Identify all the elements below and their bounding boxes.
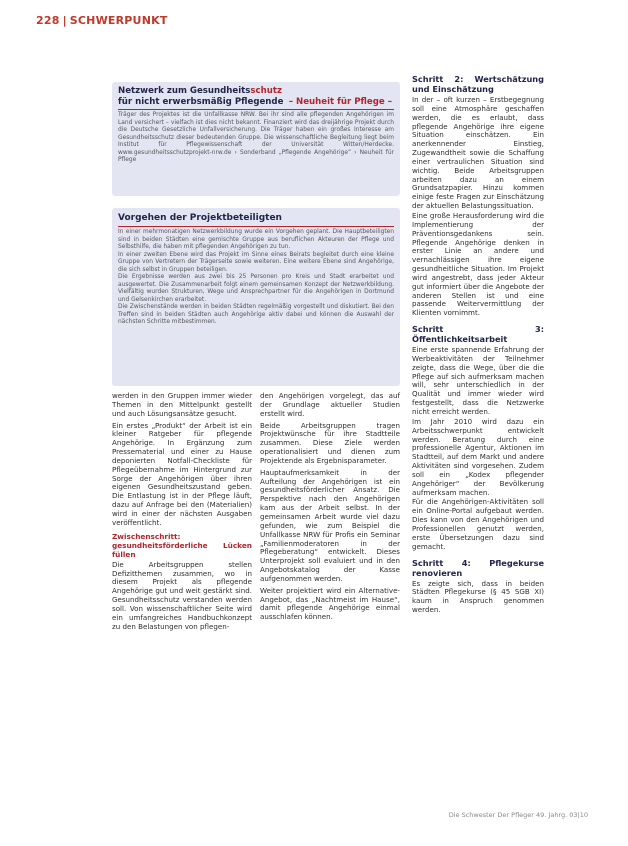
title-part-b: schutz bbox=[250, 86, 282, 96]
paragraph: Die Arbeitsgruppen stellen Defizitthemen zusammen, wo in diesem Projekt als pflegende Angehörige gut und weit gestärkt sind. Gesundheitsschutz verstanden werden soll. Von wissenschaftlicher Seite wird ein umfangreiches Handbuchkonzept zu den Belastungen von pflegen- bbox=[112, 559, 252, 631]
procedure-paragraph-4: Die Zwischenstände werden in beiden Städten regelmäßig vorgestellt und diskutiert. Bei den Treffen sind in beiden Städten auch Angehörige aktiv dabei und können die Auswahl der nächsten Schritte mitbestimmen. bbox=[118, 304, 394, 325]
info-box-network-title bbox=[118, 86, 283, 108]
procedure-paragraph-2: In einer zweiten Ebene wird das Projekt im Sinne eines Beirats begleitet durch eine kleine Gruppe von Vertretern der Trägerseite sowie weiteren. Eine weitere Ebene sind Angehörige, die sich selbst in Gruppen beteiligen. bbox=[118, 251, 394, 273]
paragraph: Eine erste spannende Erfahrung der Werbeaktivitäten der Teilnehmer zeigte, dass die Wege, über die die Pflege auf sich aufmerksam machen will, sehr unterschiedlich in der Qualität und immer wieder wird festgestellt, dass die Netzwerke nicht erreicht werden. bbox=[412, 345, 544, 416]
step-3-heading: Schritt 3: Öffentlichkeitsarbeit bbox=[412, 324, 544, 345]
info-box-rule bbox=[118, 226, 394, 227]
step-2-heading: Schritt 2: Wertschätzung und Einschätzung bbox=[412, 74, 544, 94]
article-column-right bbox=[412, 74, 544, 616]
procedure-paragraph-3: Die Ergebnisse werden aus zwei bis 25 Personen pro Kreis und Stadt erarbeitet und ausgewertet. Die Zusammenarbeit folgt einem gemeinsamen Konzept der Netzwerkbildung. Vielfältig wurden Strukturen, Wege und Ansprechpartner für die Angehörigen in Dortmund und Gelsenkirchen erarbeitet. bbox=[118, 274, 394, 303]
paragraph: werden in den Gruppen immer wieder Themen in den Mittelpunkt gestellt und auch Lösungsansätze gesucht. bbox=[112, 391, 252, 418]
title-line-2: für nicht erwerbsmäßig Pflegende bbox=[118, 97, 284, 107]
info-box-tag: – Neuheit für Pflege – bbox=[288, 97, 392, 107]
paragraph: Es zeigte sich, dass in beiden Städten Pflegekurse (§ 45 SGB XI) kaum in Anspruch genommen werden. bbox=[412, 578, 544, 615]
paragraph: den Angehörigen vorgelegt, das auf der Grundlage aktueller Studien erstellt wird. bbox=[260, 391, 400, 418]
info-box-procedure bbox=[112, 208, 400, 386]
info-box-procedure-title: Vorgehen der Projektbeteiligten bbox=[118, 213, 282, 223]
info-box-rule bbox=[118, 109, 394, 110]
procedure-paragraph-1: In einer mehrmonatigen Netzwerkbildung wurde ein Vorgehen geplant. Die Hauptbeteiligten sind in beiden Städten eine gemischte Gruppe aus beruflichen Akteuren der Pflege und Selbsthilfe, die haben mit pflegenden Angehörigen zu tun. bbox=[118, 229, 394, 250]
section-title: SCHWERPUNKT bbox=[69, 14, 168, 27]
paragraph: Eine große Herausforderung wird die Implementierung der Präventionsgedankens sein. Pflegende Angehörige denken in erster Linie an andere und vernachlässigen ihre eigene gesundheitliche Situation. Im Projekt wird angestrebt, dass jeder Akteur gut informiert über die Angebote der anderen Stellen ist und eine passende Weitervermittlung der Klienten vornimmt. bbox=[412, 210, 544, 318]
header-separator: | bbox=[62, 14, 67, 27]
article-column-middle bbox=[260, 392, 400, 625]
page-header bbox=[36, 14, 168, 27]
paragraph: Weiter projektiert wird ein Alternative-Angebot, das „Nachtmeist im Hause“, damit pflegende Angehörige einmal ausschlafen können. bbox=[260, 585, 400, 622]
paragraph: Beide Arbeitsgruppen tragen Projektwünsche für ihre Stadtteile zusammen. Diese Ziele werden operationalisiert und dienen zum Projektende als Ergebnisparameter. bbox=[260, 420, 400, 465]
paragraph: Ein erstes „Produkt“ der Arbeit ist ein kleiner Ratgeber für pflegende Angehörige. In Ergänzung zum Pressematerial und einer zu Hause deponierten Notfall-Checkliste für Pflegeübernahme im Hintergrund zur Sorge der Angehörigen über ihren eigenen Gesundheitszustand geben. Die Entlastung ist in der Pflege läuft, dazu auf Anfrage bei den (Materialien) wird in einer der nächsten Ausgaben veröffentlicht. bbox=[112, 420, 252, 527]
info-box-network-body: Träger des Projektes ist die Unfallkasse NRW. Bei ihr sind alle pflegenden Angehörigen im Land versichert – vielfach ist dies nicht bekannt. Finanziert wird das dreijährige Projekt durch die Deutsche Gesetzliche Unfallversicherung. Die Träger haben ein großes Interesse am Gesundheitsschutz dieser bedeutenden Gruppe. Die wissenschaftliche Begleitung liegt beim Institut für Pflegewissenschaft der Universität Witten/Herdecke. www.gesundheitsschutzprojekt-nrw.de › Sonderband „Pflegende Angehörige“ › Neuheit für Pflege bbox=[118, 112, 394, 163]
page-footer: Die Schwester Der Pfleger 49. Jahrg. 03|10 bbox=[448, 811, 588, 819]
paragraph: Für die Angehörigen-Aktivitäten soll ein Online-Portal aufgebaut werden. Dies kann von den Angehörigen und Professionellen genutzt werden, erste Übersetzungen dazu sind gemacht. bbox=[412, 497, 544, 551]
page-number: 228 bbox=[36, 14, 60, 27]
info-box-network bbox=[112, 82, 400, 196]
paragraph: In der – oft kurzen – Erstbegegnung soll eine Atmosphäre geschaffen werden, die es erlaubt, dass pflegende Angehörige ihre eigene Situation einschätzen. Ein anerkennender Einstieg, Zugewandtheit sowie die Schaffung einer vertraulichen Situation sind wichtig. Beide Arbeitsgruppen arbeiten dazu an einem Grundsatzpapier. Hinzu kommen einige feste Fragen zur Einschätzung der aktuellen Belastungssituation. bbox=[412, 95, 544, 211]
title-part-a: Netzwerk zum Gesundheits bbox=[118, 86, 251, 96]
info-box-procedure-body bbox=[118, 229, 394, 327]
paragraph: Im Jahr 2010 wird dazu ein Arbeitsschwerpunkt entwickelt werden. Beratung durch eine professionelle Agentur, Aktionen im Stadtteil, auf dem Markt und andere Aktivitäten sind vorgesehen. Zudem soll ein „Kodex pflegender Angehöriger“ der Bevölkerung aufmerksam machen. bbox=[412, 416, 544, 497]
subheading: Zwischenschritt: gesundheitsförderliche Lücken füllen bbox=[112, 531, 252, 559]
step-4-heading: Schritt 4: Pflegekurse renovieren bbox=[412, 557, 544, 578]
paragraph: Hauptaufmerksamkeit in der Aufteilung der Angehörigen ist ein gesundheitsförderlicher Ansatz. Die Perspektive nach den Angehörigen kam aus der Arbeit selbst. In der gemeinsamen Arbeit wurde viel dazu gefunden, wie zum Beispiel die Unfallkasse NRW für Profis ein Seminar „Familienmoderatoren in der Pflegeberatung“ entwickelt. Dieses Unterprojekt soll evaluiert und in den Angebotskatalog der Kasse aufgenommen werden. bbox=[260, 467, 400, 583]
article-column-left bbox=[112, 392, 252, 634]
